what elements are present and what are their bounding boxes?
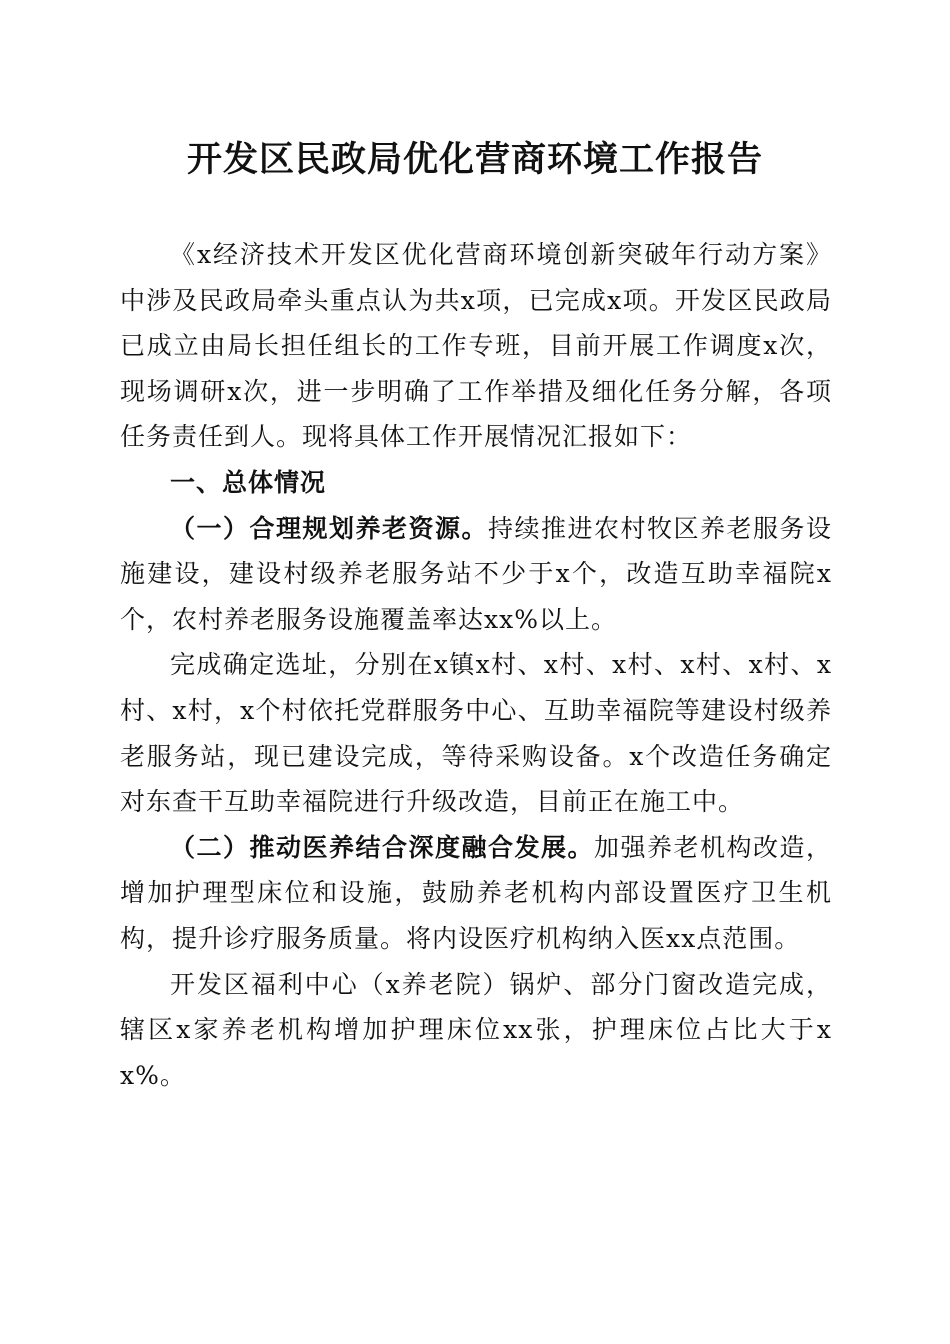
- item1-lead: （一）合理规划养老资源。: [170, 513, 488, 543]
- item1-paragraph: [120, 506, 832, 643]
- item2-paragraph: [120, 825, 832, 962]
- document-title: 开发区民政局优化营商环境工作报告: [186, 139, 763, 180]
- intro-paragraph: 《x经济技术开发区优化营商环境创新突破年行动方案》中涉及民政局牵头重点认为共x项，已完成x项。开发区民政局已成立由局长担任组长的工作专班，目前开展工作调度x次，现场调研x次，进一步明确了工作举措及细化任务分解，各项任务责任到人。现将具体工作开展情况汇报如下：: [120, 240, 832, 452]
- section-heading-overall: 一、总体情况: [170, 467, 327, 497]
- document-body: [120, 232, 832, 1098]
- item1-detail-paragraph: 完成确定选址，分别在x镇x村、x村、x村、x村、x村、x村、x村，x个村依托党群服务中心、互助幸福院等建设村级养老服务站，现已建设完成，等待采购设备。x个改造任务确定对东查干互助幸福院进行升级改造，目前正在施工中。: [120, 650, 832, 817]
- item2-text: 加强养老机构改造，增加护理型床位和设施，鼓励养老机构内部设置医疗卫生机构，提升诊疗服务质量。将内设医疗机构纳入医xx点范围。: [120, 832, 832, 953]
- item2-lead: （二）推动医养结合深度融合发展。: [170, 832, 594, 862]
- item2-detail-paragraph: 开发区福利中心（x养老院）锅炉、部分门窗改造完成，辖区x家养老机构增加护理床位xx张，护理床位占比大于xx%。: [120, 969, 832, 1090]
- item1-text: 持续推进农村牧区养老服务设施建设，建设村级养老服务站不少于x个，改造互助幸福院x个，农村养老服务设施覆盖率达xx%以上。: [120, 513, 832, 634]
